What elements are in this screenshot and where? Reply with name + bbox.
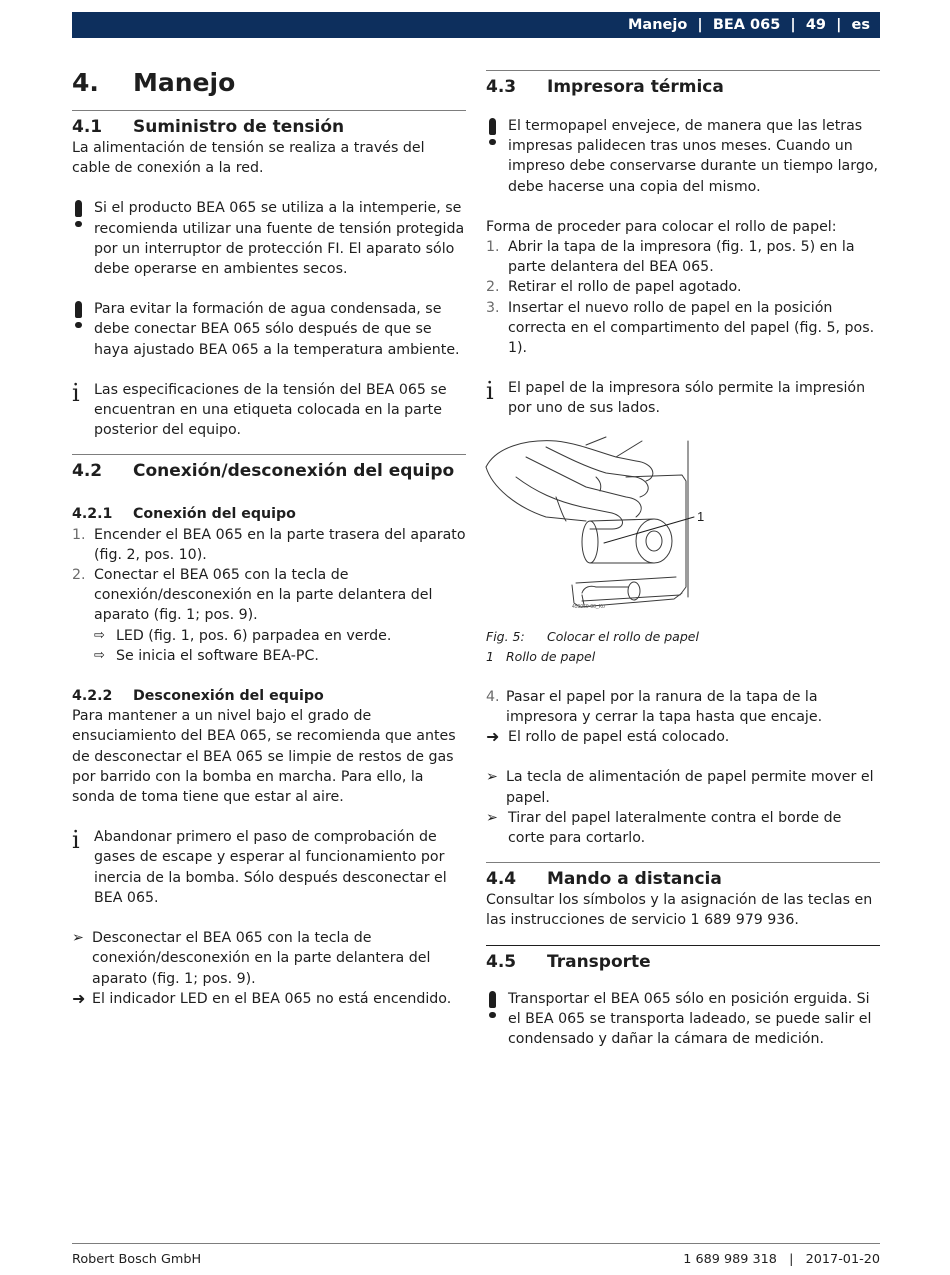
step-number: 1. <box>72 526 86 543</box>
result-arrow-icon: ⇨ <box>94 647 105 663</box>
figure-code-label: 459069-06_Ko <box>572 603 605 610</box>
info-icon: i <box>486 377 494 406</box>
figure-label: Fig. 5: <box>486 628 525 644</box>
header-language: es <box>851 16 870 33</box>
result-text: Se inicia el software BEA-PC. <box>116 647 319 664</box>
warning-icon <box>486 116 508 197</box>
info-icon: i <box>72 378 80 407</box>
list-item <box>486 298 880 359</box>
warning-icon <box>72 299 94 360</box>
section-heading-4-2 <box>72 454 466 482</box>
header-product: BEA 065 <box>712 16 781 33</box>
procedure-intro: Forma de proceder para colocar el rollo de papel: <box>486 218 837 235</box>
result-bold-arrow-icon: ➜ <box>72 988 86 1008</box>
section-heading-4-1 <box>72 110 466 138</box>
subsection-heading-4-2-1 <box>72 504 466 524</box>
chapter-title <box>72 68 466 98</box>
figure-caption <box>486 627 880 647</box>
info-text: El papel de la impresora sólo permite la impresión por uno de sus lados. <box>508 380 866 417</box>
footer-doc-number: 1 689 989 318 <box>683 1252 777 1267</box>
section-number: 4.1 <box>72 117 103 137</box>
step-text: Conectar el BEA 065 con la tecla de conexión/desconexión en la parte delantera del aparato (fig. 1; pos. 9). <box>94 567 433 624</box>
section-number: 4.3 <box>486 77 517 97</box>
warning-text: Transportar el BEA 065 sólo en posición erguida. Si el BEA 065 se transporta ladeado, se puede salir el condensado y dañar la cámara de medición. <box>508 990 872 1048</box>
page-header <box>72 12 880 38</box>
chapter-name: Manejo <box>133 68 236 97</box>
result-arrow-icon: ⇨ <box>94 627 105 643</box>
warning-icon <box>72 198 94 279</box>
list-item <box>72 565 466 626</box>
section-title: Transporte <box>547 951 651 972</box>
result-item <box>94 646 466 666</box>
step-text: Retirar el rollo de papel agotado. <box>508 279 742 296</box>
info-icon: i <box>72 826 80 855</box>
legend-text: Rollo de papel <box>506 648 596 664</box>
section-number: 4.4 <box>486 869 517 890</box>
subsection-number: 4.2.1 <box>72 506 113 523</box>
paragraph-power-supply: La alimentación de tensión se realiza a través del cable de conexión a la red. <box>72 140 425 177</box>
legend-number: 1 <box>486 648 494 664</box>
final-result-item <box>486 727 880 747</box>
warning-note <box>72 299 466 360</box>
action-arrow-icon: ➢ <box>486 769 498 786</box>
step-number: 2. <box>72 567 86 584</box>
action-text: Tirar del papel lateralmente contra el borde de corte para cortarlo. <box>508 809 842 847</box>
action-item <box>486 767 880 807</box>
section-number: 4.2 <box>72 461 103 482</box>
step-number: 2. <box>486 279 500 296</box>
warning-icon <box>486 989 508 1050</box>
final-result-text: El rollo de papel está colocado. <box>508 729 730 746</box>
action-text: Desconectar el BEA 065 con la tecla de conexión/desconexión en la parte delantera del aparato (fig. 1; pos. 9). <box>92 930 431 987</box>
action-text: La tecla de alimentación de papel permite mover el papel. <box>506 769 874 806</box>
section-number: 4.5 <box>486 951 517 972</box>
action-item <box>72 928 466 989</box>
subsection-heading-4-2-2 <box>72 686 466 706</box>
step-text: Encender el BEA 065 en la parte trasera del aparato (fig. 2, pos. 10). <box>94 526 466 563</box>
step-number: 1. <box>486 239 500 256</box>
list-item <box>72 525 466 565</box>
warning-text: Para evitar la formación de agua condensada, se debe conectar BEA 065 sólo después de que se haya ajustado BEA 065 a la temperatura ambiente. <box>94 301 460 358</box>
list-item <box>486 277 880 297</box>
figure-title: Colocar el rollo de papel <box>547 628 699 644</box>
final-result-text: El indicador LED en el BEA 065 no está encendido. <box>92 990 452 1007</box>
action-item <box>486 808 880 848</box>
warning-text: Si el producto BEA 065 se utiliza a la intemperie, se recomienda utilizar una fuente de tensión protegida por un interruptor de protección FI. El aparato sólo debe operarse en ambientes secos. <box>94 200 465 278</box>
warning-note <box>486 116 880 197</box>
header-section: Manejo <box>627 16 688 33</box>
footer-company: Robert Bosch GmbH <box>72 1252 202 1267</box>
header-separator: | <box>836 16 842 33</box>
footer-rule <box>72 1243 880 1244</box>
header-separator: | <box>790 16 796 33</box>
section-heading-4-3 <box>486 70 880 98</box>
section-heading-4-4 <box>486 862 880 890</box>
warning-note <box>72 198 466 279</box>
subsection-title: Desconexión del equipo <box>133 688 324 705</box>
step-text: Abrir la tapa de la impresora (fig. 1, pos. 5) en la parte delantera del BEA 065. <box>508 239 855 276</box>
warning-note <box>486 989 880 1050</box>
info-note <box>486 378 880 418</box>
right-column <box>486 62 880 1049</box>
info-text: Abandonar primero el paso de comprobación de gases de escape y esperar al funcionamiento por inercia de la bomba. Sólo después desconectar el BEA 065. <box>94 829 447 906</box>
paragraph-remote: Consultar los símbolos y la asignación de las teclas en las instrucciones de servicio 1 689 979 936. <box>486 892 873 929</box>
info-text: Las especificaciones de la tensión del BEA 065 se encuentran en una etiqueta colocada en la parte posterior del equipo. <box>94 381 447 439</box>
info-note <box>72 827 466 908</box>
subsection-title: Conexión del equipo <box>133 506 296 523</box>
subsection-number: 4.2.2 <box>72 688 113 705</box>
printer-paper-roll-illustration <box>486 437 705 613</box>
step-number: 3. <box>486 299 500 316</box>
header-page-number: 49 <box>805 16 827 33</box>
result-text: LED (fig. 1, pos. 6) parpadea en verde. <box>116 627 392 644</box>
section-title: Impresora térmica <box>547 77 724 97</box>
left-column <box>72 62 466 1009</box>
footer-doc-info <box>683 1250 880 1270</box>
warning-text: El termopapel envejece, de manera que las letras impresas palidecen tras unos meses. Cuando un impreso debe conservarse durante un tiempo largo, debe hacerse una copia del mismo. <box>508 118 879 195</box>
step-text: Pasar el papel por la ranura de la tapa de la impresora y cerrar la tapa hasta que encaje. <box>506 688 823 726</box>
section-title: Suministro de tensión <box>133 117 345 137</box>
action-arrow-icon: ➢ <box>72 930 84 947</box>
info-note <box>72 380 466 441</box>
result-bold-arrow-icon: ➜ <box>486 727 500 747</box>
final-result-item <box>72 989 466 1009</box>
result-item <box>94 626 466 646</box>
paragraph-disconnect: Para mantener a un nivel bajo el grado de ensuciamiento del BEA 065, se recomienda que antes de desconectar el BEA 065 se limpie de restos de gas por barrido con la bomba en marcha. Para ello, la sonda de toma tiene que estar al aire. <box>72 708 456 806</box>
footer-separator: | <box>789 1252 794 1267</box>
header-separator: | <box>697 16 703 33</box>
list-item <box>486 237 880 277</box>
action-arrow-icon: ➢ <box>486 809 498 826</box>
footer-date: 2017-01-20 <box>805 1252 880 1267</box>
figure-callout-label: 1 <box>697 508 705 524</box>
figure-legend <box>486 647 880 667</box>
section-title: Conexión/desconexión del equipo <box>133 461 455 482</box>
list-item <box>486 687 880 727</box>
section-heading-4-5 <box>486 945 880 973</box>
chapter-number: 4. <box>72 68 99 97</box>
step-text: Insertar el nuevo rollo de papel en la posición correcta en el compartimento del papel (fig. 5, pos. 1). <box>508 299 875 357</box>
step-number: 4. <box>486 688 500 705</box>
section-title: Mando a distancia <box>547 869 722 890</box>
